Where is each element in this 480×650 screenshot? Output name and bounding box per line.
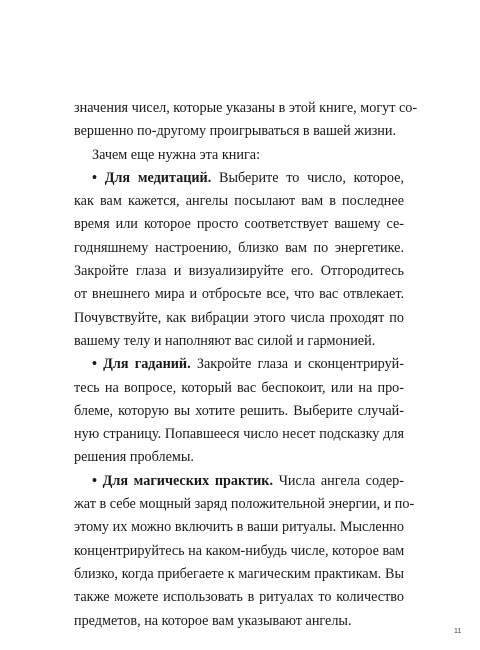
line-text: концентрируйтесь на каком-нибудь числе, которое вам [74,542,405,559]
text-line [74,330,404,353]
bullet-heading: • Для медитаций. [92,169,212,186]
line-text: как вам кажется, ангелы посылают вам в последнее [74,193,404,210]
line-text: блеме, которую вы хотите решить. Выберите случай- [74,402,404,419]
text-line [74,446,404,469]
line-text: Выберите то число, которое, [211,169,404,186]
text-line [74,563,404,586]
text-line [74,237,404,260]
line-text: также можете использовать в ритуалах то количество [74,589,404,606]
text-line [74,610,404,633]
line-text: этому их можно включить в ваши ритуалы. Мысленно [74,519,404,536]
text-line [74,97,418,120]
line-text: значения чисел, которые указаны в этой книге, могут со- [74,100,418,116]
text-line [74,260,404,283]
line-text: жат в себе мощный заряд положительной энергии, и по- [74,496,415,513]
line-text: Зачем еще нужна эта книга: [92,146,261,163]
text-line [74,423,404,446]
line-text: Числа ангела содер- [273,472,404,489]
line-text: вашему телу и наполняют вас силой и гармонией. [74,332,376,349]
line-text: от внешнего мира и отбросьте все, что вас отвлекает. [74,286,404,303]
text-line [74,353,404,376]
line-text: Закройте глаза и сконцентрируй- [190,356,404,373]
text-line [74,307,404,330]
line-text: годняшнему настроению, близко вам по энергетике. [74,239,404,256]
page-number: 11 [454,628,462,635]
text-line [74,167,404,190]
text-line [74,120,404,143]
text-line [74,190,404,213]
bullet-heading: • Для гаданий. [92,356,191,373]
text-line [74,493,415,516]
line-text: Закройте глаза и визуализируйте его. Отгородитесь [74,263,404,280]
line-text: вершенно по-другому проигрываться в вашей жизни. [74,123,397,140]
line-text: близко, когда прибегаете к магическим практикам. Вы [74,565,404,582]
text-line [74,540,404,563]
text-line [74,377,404,400]
text-line [74,586,404,609]
line-text: тесь на вопросе, который вас беспокоит, или на про- [74,379,404,396]
text-line [74,213,404,236]
bullet-heading: • Для магических практик. [92,472,274,489]
line-text: решения проблемы. [74,449,194,466]
text-line [74,470,404,493]
line-text: Почувствуйте, как вибрации этого числа проходят по [74,309,404,326]
line-text: предметов, на которое вам указывают ангелы. [74,612,352,629]
line-text: время или которое просто соответствует вашему се- [74,216,404,233]
text-line [74,400,404,423]
text-line [74,144,404,167]
text-line [74,283,404,306]
page-body [74,97,418,633]
line-text: ную страницу. Попавшееся число несет подсказку для [74,426,404,443]
text-line [74,516,404,539]
